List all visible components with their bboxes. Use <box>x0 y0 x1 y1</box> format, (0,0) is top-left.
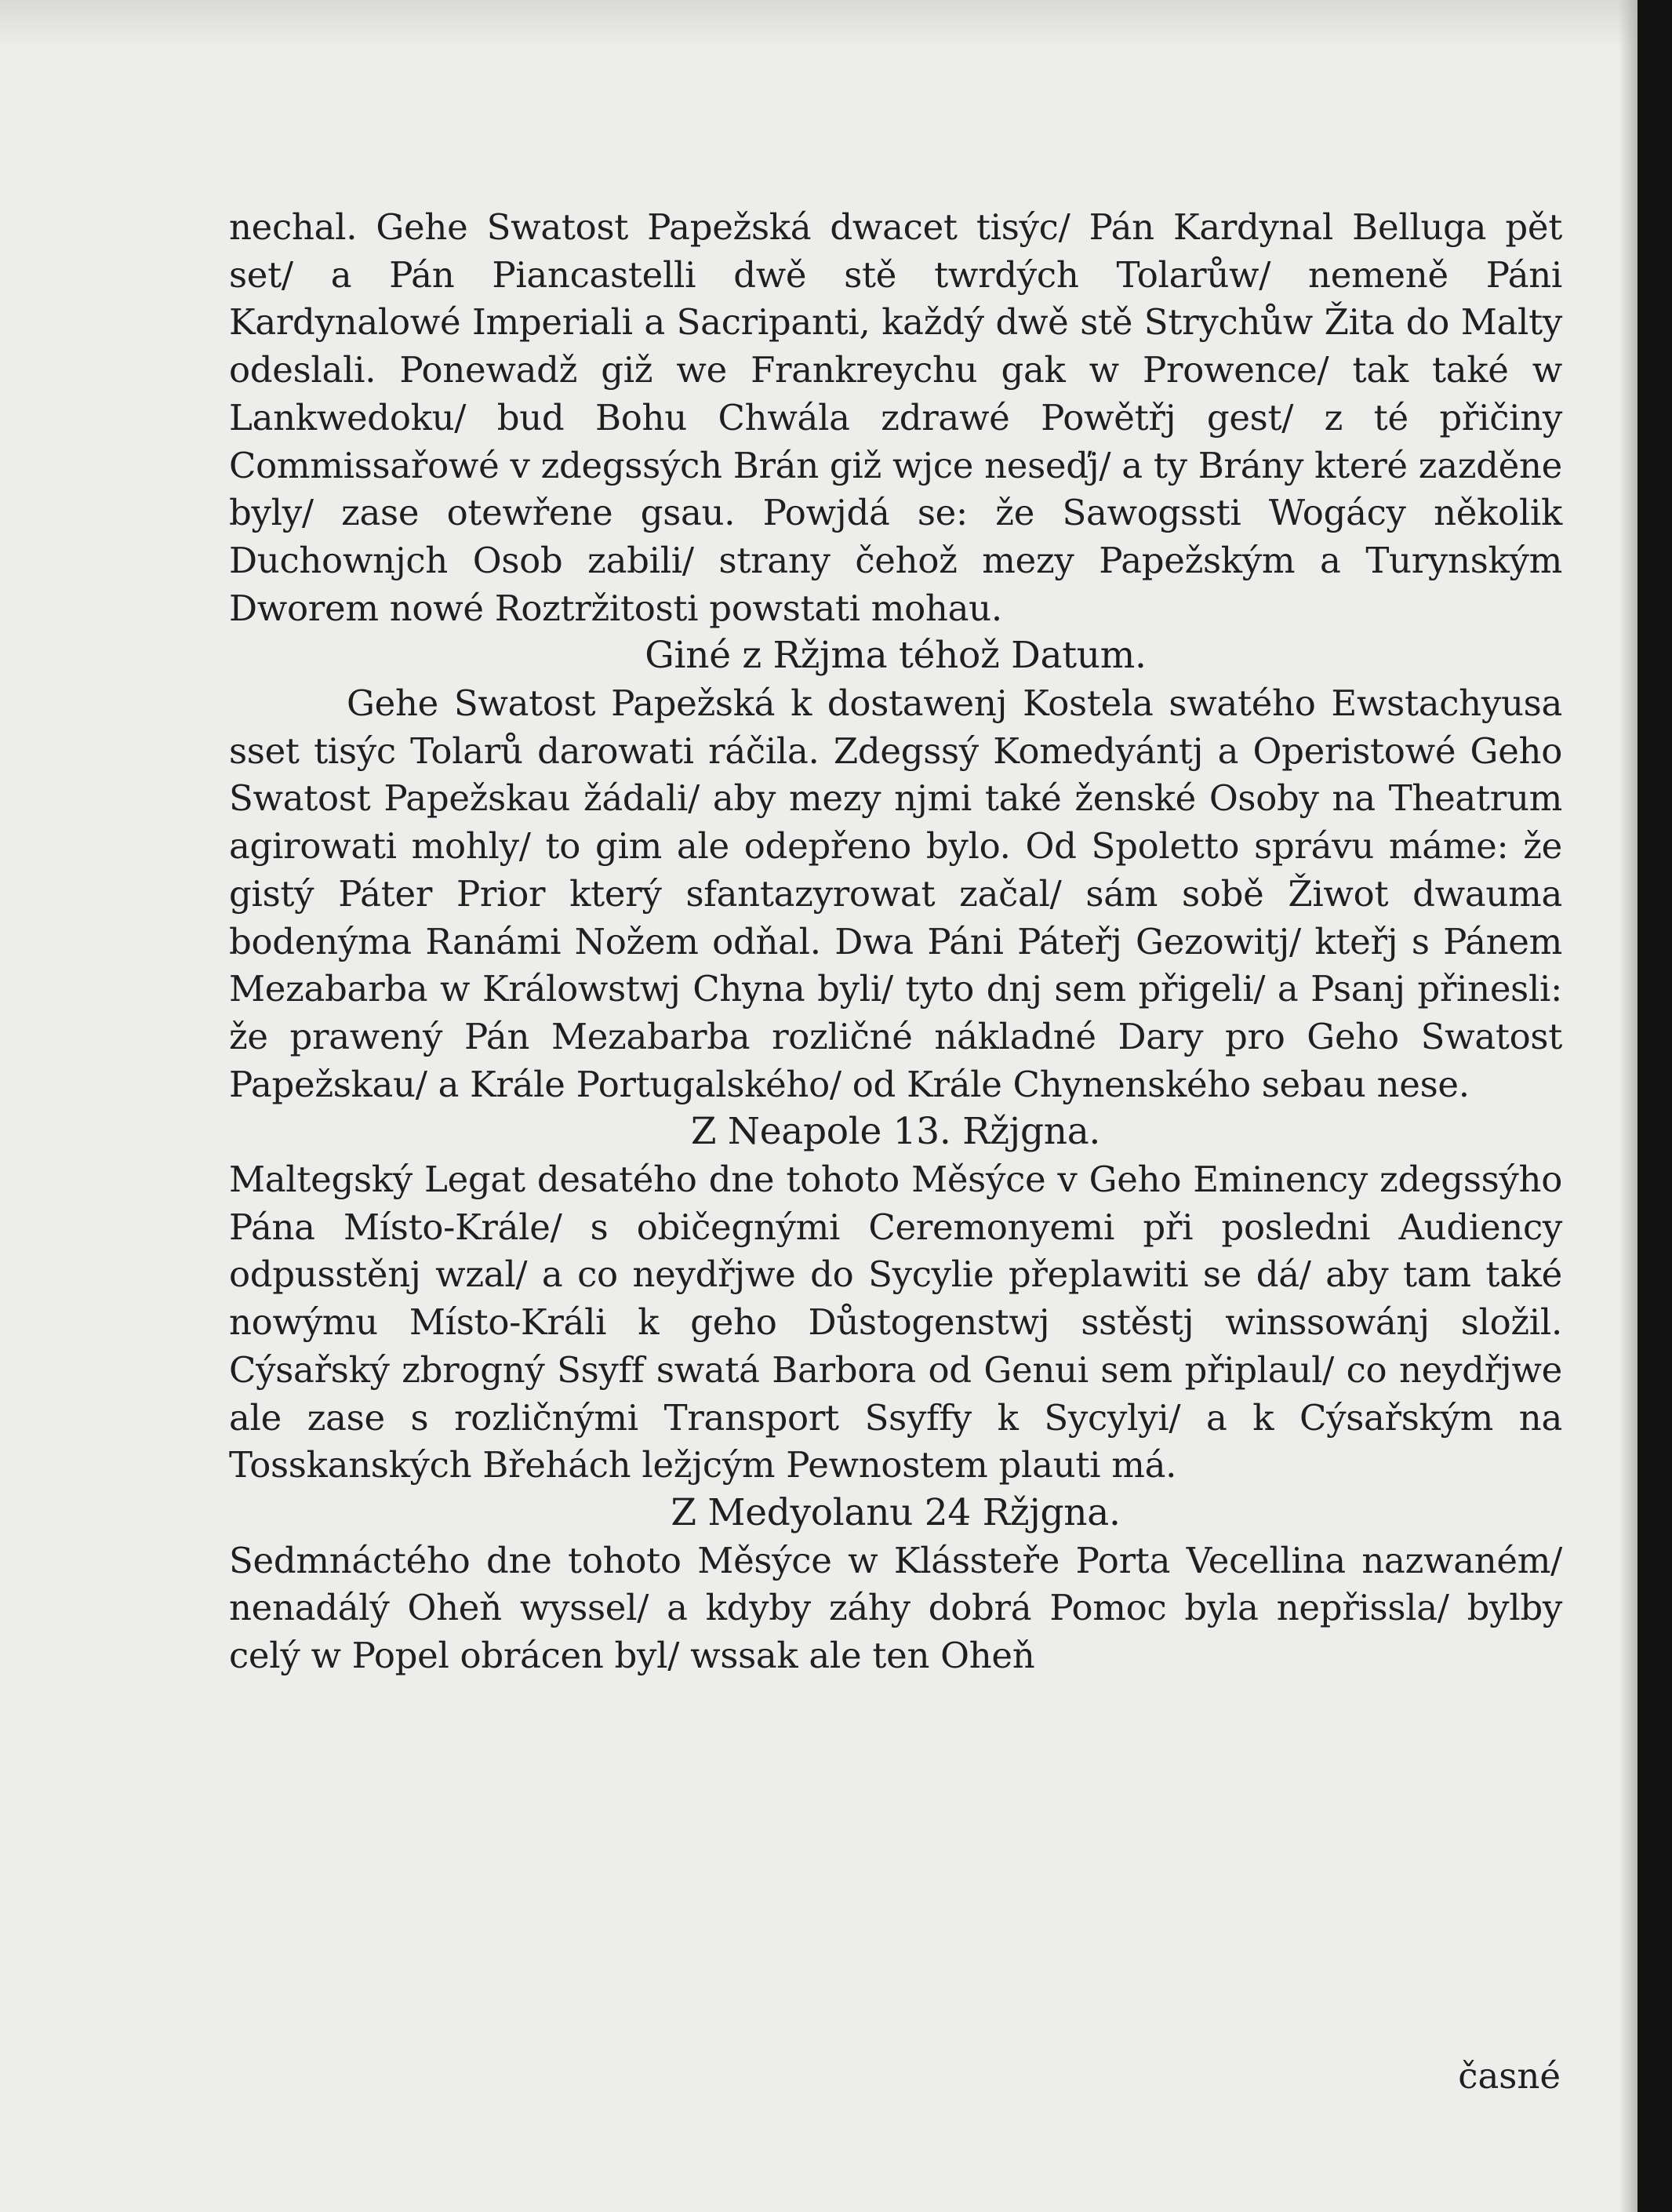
heading-milan: Z Medyolanu 24 Ržjgna. <box>671 1490 1121 1534</box>
paragraph-4: Sedmnáctého dne tohoto Měsýce w Klássteře Porta Vecellina nazwaném/ nenadálý Oheň wyssel/ a kdyby záhy dobrá Pomoc byla nepřissla/ bylby celý w Popel obrácen byl/ wssak ale ten Oheň <box>229 1539 1562 1677</box>
paragraph-3: Maltegský Legat desatého dne tohoto Měsýce v Geho Eminency zdegssýho Pána Místo-Krále/ s običegnými Ceremonyemi při posledni Audiency odpusstěnj wzal/ a co neydřjwe do Sycylie přeplawiti se dá/ aby tam také nowýmu Místo-Králi k geho Důstogenstwj sstěstj winssowánj složil. Cýsařský zbrogný Ssyff swatá Barbora od Genui sem připlaul/ co neydřjwe ale zase s rozličnými Transport Ssyffy k Sycylyi/ a k Cýsařským na Tosskanských Břehách ležjcým Pewnostem plauti má. <box>229 1159 1562 1486</box>
text-block <box>229 204 1562 1680</box>
scan-dark-margin <box>1637 0 1672 2212</box>
paragraph-1: nechal. Gehe Swatost Papežská dwacet tisýc/ Pán Kardynal Belluga pět set/ a Pán Piancastelli dwě stě twrdých Tolarůw/ nemeně Páni Kardynalowé Imperiali a Sacripanti, každý dwě stě Strychůw Žita do Malty odeslali. Ponewadž giž we Frankreychu gak w Prowence/ tak také w Lankwedoku/ bud Bohu Chwála zdrawé Powětřj gest/ z té přičiny Commissařowé v zdegssých Brán giž wjce neseďj/ a ty Brány které zazděne byly/ zase otewřene gsau. Powjdá se: že Sawogssti Wogácy několik Duchownjch Osob zabili/ strany čehož mezy Papežským a Turynským Dworem nowé Roztržitosti powstati mohau. <box>229 206 1562 629</box>
page-top-shadow <box>0 0 1637 47</box>
catchword: časné <box>1458 2055 1561 2097</box>
heading-rome: Giné z Ržjma téhož Datum. <box>645 634 1147 678</box>
heading-naples: Z Neapole 13. Ržjgna. <box>690 1110 1101 1154</box>
page-binding-edge <box>1619 0 1637 2212</box>
paragraph-2: Gehe Swatost Papežská k dostawenj Kostela swatého Ewstachyusa sset tisýc Tolarů darowati ráčila. Zdegssý Komedyántj a Operistowé Geho Swatost Papežskau žádali/ aby mezy njmi také ženské Osoby na Theatrum agirowati mohly/ to gim ale odepřeno bylo. Od Spoletto správu máme: že gistý Páter Prior který sfantazyrowat začal/ sám sobě Žiwot dwauma bodenýma Ranámi Nožem odňal. Dwa Páni Páteřj Gezowitj/ kteřj s Pánem Mezabarba w Králowstwj Chyna byli/ tyto dnj sem přigeli/ a Psanj přinesli: že prawený Pán Mezabarba rozličné nákladné Dary pro Geho Swatost Papežskau/ a Krále Portugalského/ od Krále Chynenského sebau nese. <box>229 682 1562 1105</box>
